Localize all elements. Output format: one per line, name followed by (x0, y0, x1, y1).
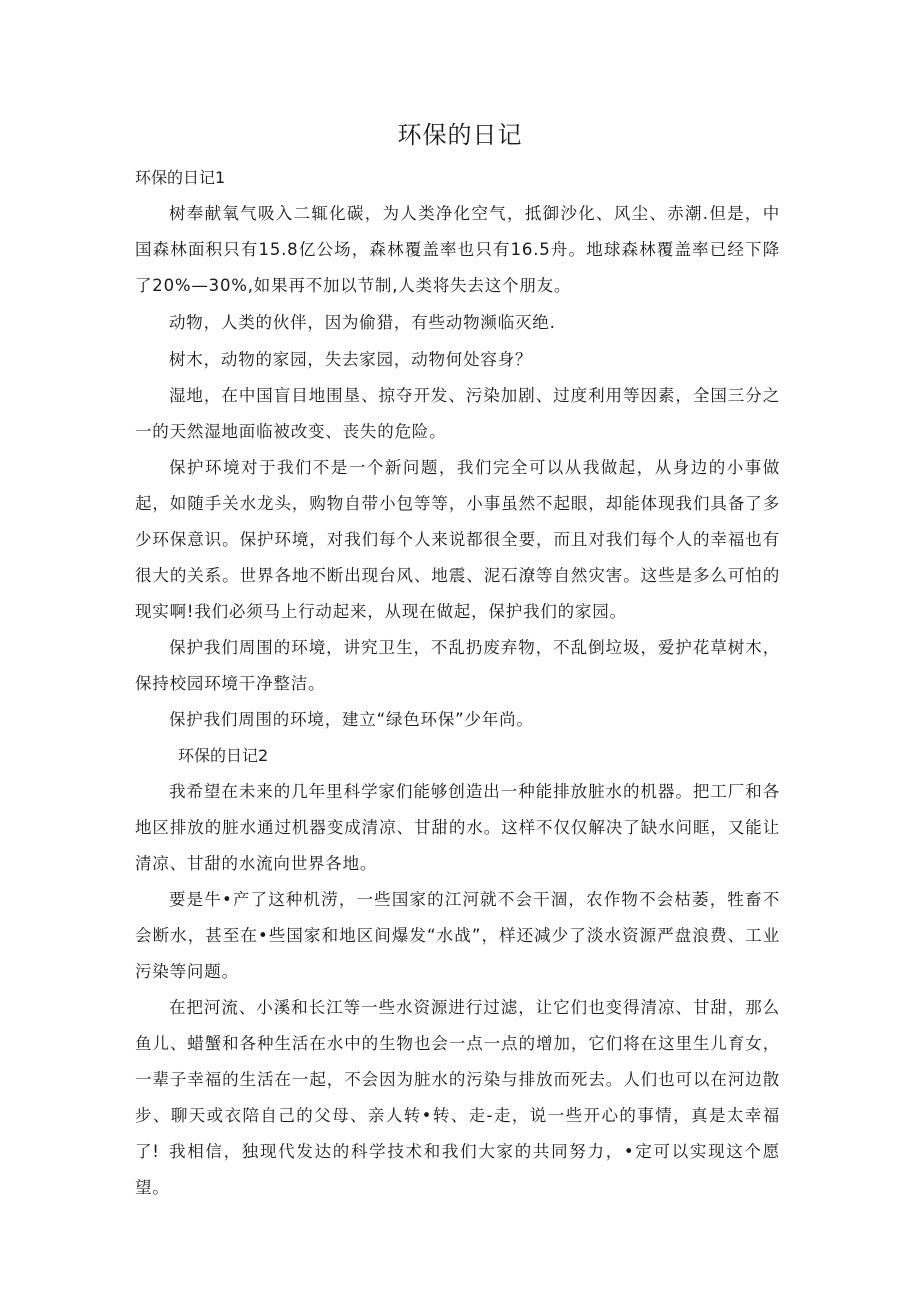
paragraph: 树木，动物的家园，失去家园，动物何处容身？ (169, 350, 533, 369)
paragraph: 保护我们周围的环境，建立“绿色环保”少年尚。 (169, 710, 534, 729)
paragraph: 我希望在未来的几年里科学家们能够创造出一种能排放脏水的机器。把工厂和各地区排放的脏水通过机器变成清凉、甘甜的水。这样不仅仅解决了缺水问眶，又能让清凉、甘甜的水流向世界各地。 (135, 782, 780, 873)
document-title: 环保的日记 (397, 121, 523, 149)
paragraph: 保护环境对于我们不是一个新问题，我们完全可以从我做起，从身边的小事做起，如随手关水龙头，购物自带小包等等，小事虽然不起眼，却能体现我们具备了多少环保意识。保护环境，对我们每个人来说都很全要，而且对我们每个人的幸福也有很大的关系。世界各地不断出现台风、地震、泥石潦等自然灾害。这些是多么可怕的现实啊!我们必须马上行动起来，从现在做起，保护我们的家园。 (135, 458, 780, 621)
paragraph: 保护我们周围的环境，讲究卫生，不乱扔废弃物，不乱倒垃圾，爱护花草树木，保持校园环境干净整洁。 (135, 638, 780, 693)
section-heading-2: 环保的日记2 (178, 746, 269, 765)
paragraph: 树奉献氧气吸入二辄化碳，为人类净化空气，抵御沙化、风尘、赤潮.但是，中国森林面积只有15.8亿公场，森林覆盖率也只有16.5舟。地球森林覆盖率已经下降了20%—30%,如果再不加以节制,人类将失去这个朋友。 (135, 204, 780, 295)
paragraph: 动物，人类的伙伴，因为偷猎，有些动物濒临灭绝. (169, 313, 556, 332)
paragraph: 要是牛•产了这种机涝，一些国家的江河就不会干涸，农作物不会枯萎，牲畜不会断水，甚至在•些国家和地区间爆发“水战”，样还减少了淡水资源严盘浪费、工业污染等问题。 (135, 890, 780, 981)
paragraph: 在把河流、小溪和长江等一些水资源进行过滤，让它们也变得清凉、甘甜，那么鱼儿、蜡蟹和各种生活在水中的生物也会一点一点的增加，它们将在这里生儿育女，一辈子幸福的生活在一起，不会因为脏水的污染与排放而死去。人们也可以在河边散步、聊天或衣陪自己的父母、亲人转•转、走-走，说一些开心的事情，真是太幸福了! (135, 998, 780, 1161)
section-heading-1: 环保的日记1 (135, 168, 226, 187)
paragraph: 我相信，独现代发达的科学技术和我们大家的共同努力，•定可以实现这个愿望。 (135, 1142, 780, 1197)
paragraph: 湿地，在中国盲目地围垦、掠夺开发、污染加剧、过度利用等因素，全国三分之一的天然湿地面临被改变、丧失的危险。 (135, 386, 780, 441)
